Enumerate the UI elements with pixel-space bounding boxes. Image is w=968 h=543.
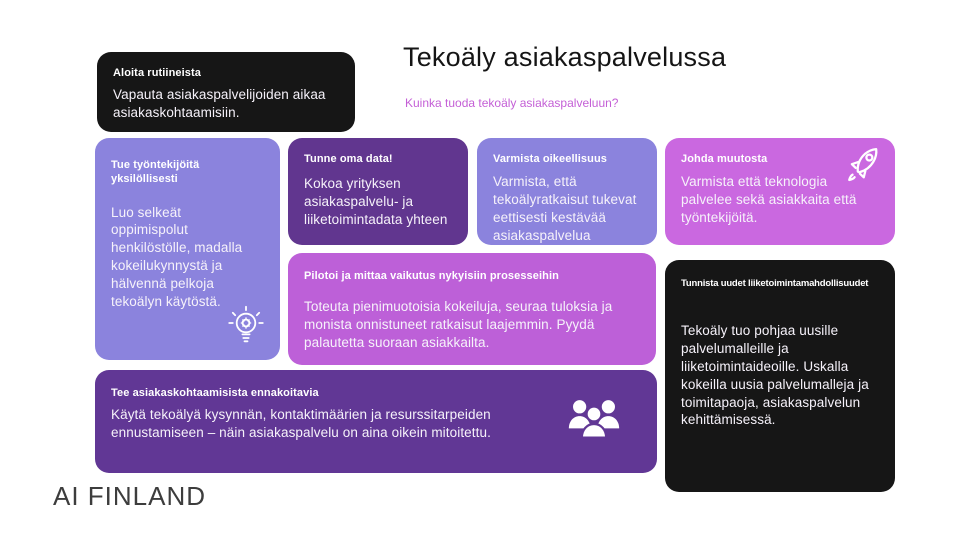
card-body: Vapauta asiakaspalvelijoiden aikaa asiakaskohtaamisiin.	[113, 87, 326, 121]
card-tue-tyontekijoita	[95, 138, 280, 360]
card-body: Käytä tekoälyä kysynnän, kontaktimäärien ja resurssitarpeiden ennustamiseen – näin asiakaspalvelu on aina oikein mitoitettu.	[111, 407, 491, 441]
card-title: Pilotoi ja mittaa vaikutus nykyisiin prosesseihin	[304, 270, 559, 282]
card-title: Aloita rutiineista	[113, 67, 201, 79]
card-tunne-oma-data	[288, 138, 468, 245]
card-pilotoi-ja-mittaa	[288, 253, 656, 365]
card-body: Varmista että teknologia palvelee sekä asiakkaita että työntekijöitä.	[681, 174, 857, 225]
page-title: Tekoäly asiakaspalvelussa	[403, 42, 727, 72]
card-body: Varmista, että tekoälyratkaisut tukevat eettisesti kestävää asiakaspalvelua	[493, 174, 637, 243]
people-group-icon	[565, 396, 623, 442]
card-body: Kokoa yrityksen asiakaspalvelu- ja liiketoimintadata yhteen	[304, 176, 448, 227]
rocket-icon	[841, 146, 883, 188]
card-title: Tee asiakaskohtaamisista ennakoitavia	[111, 387, 319, 399]
card-body: Toteuta pienimuotoisia kokeiluja, seuraa tuloksia ja monista onnistuneet ratkaisut laajemmin. Pyydä palautetta suoraan asiakkailta.	[304, 299, 613, 350]
page-subtitle: Kuinka tuoda tekoäly asiakaspalveluun?	[405, 96, 619, 110]
card-body: Luo selkeät oppimispolut henkilöstölle, madalla kokeilukynnystä ja hälvennä pelkoja tekoälyn käytöstä.	[111, 204, 243, 309]
card-title: Tunnista uudet liiketoimintamahdollisuudet	[681, 278, 869, 289]
card-title: Varmista oikeellisuus	[493, 153, 607, 165]
card-body: Tekoäly tuo pohjaa uusille palvelumalleille ja liiketoimintaideoille. Uskalla kokeilla uusia palvelumalleja ja toimitapaoja, asiakaspalvelun kehittämisessä.	[681, 323, 869, 428]
card-aloita-rutiineista	[97, 52, 355, 132]
card-title: Tunne oma data!	[304, 153, 393, 165]
card-tee-ennakoitavia	[95, 370, 657, 473]
ai-finland-logo: AI FINLAND	[53, 481, 207, 511]
card-title: Johda muutosta	[681, 153, 768, 165]
card-varmista-oikeellisuus	[477, 138, 657, 245]
lightbulb-gear-icon	[222, 302, 270, 350]
card-tunnista-liiketoimintamahdollisuudet	[665, 260, 895, 492]
card-johda-muutosta	[665, 138, 895, 245]
card-title: Tue työntekijöitä yksilöllisesti	[111, 159, 200, 186]
